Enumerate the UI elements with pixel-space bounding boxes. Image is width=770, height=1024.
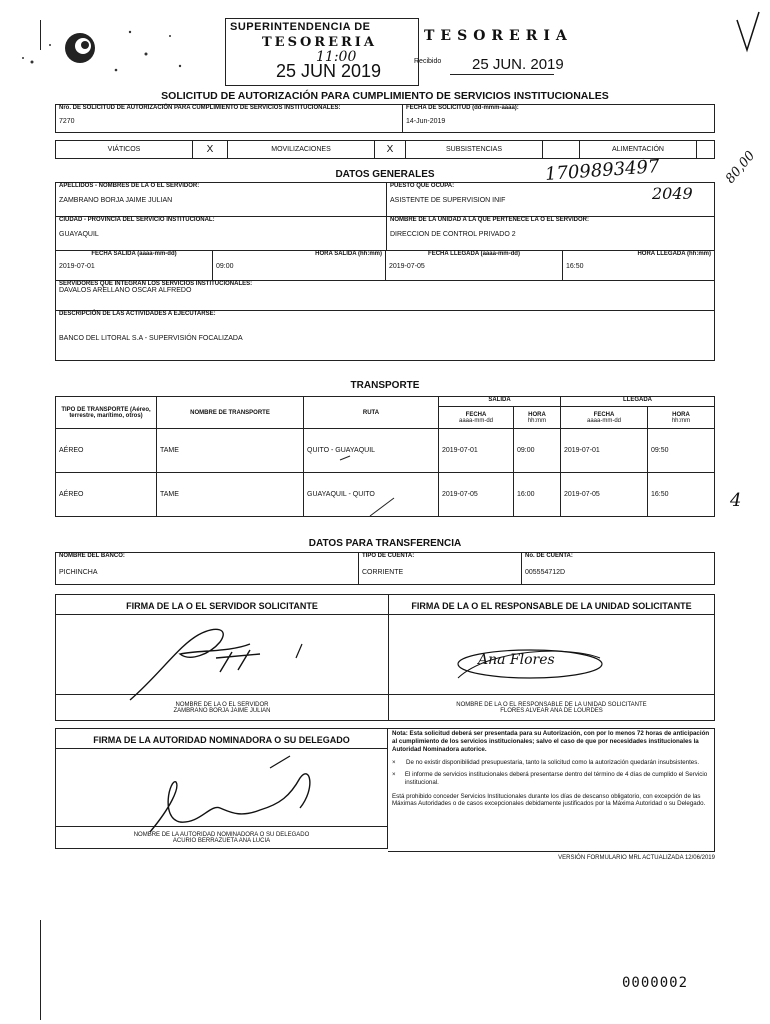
stamp-date: 25 JUN 2019 [276, 61, 382, 81]
subsistencias-check [543, 141, 580, 159]
transporte-heading: TRANSPORTE [350, 380, 420, 391]
request-info-table [55, 104, 715, 133]
row-s-fecha: 2019-07-05 [439, 473, 514, 517]
row-tipo: AÉREO [56, 429, 157, 473]
row-l-hora: 16:50 [648, 473, 715, 517]
version-text: VERSIÓN FORMULARIO MRL ACTUALIZADA 12/06/2019 [558, 855, 715, 861]
tipo-cuenta-value: CORRIENTE [362, 569, 404, 576]
hora-llegada-value: 16:50 [566, 263, 584, 270]
apellidos-label: APELLIDOS - NOMBRES DE LA O EL SERVIDOR: [59, 183, 200, 189]
viaticos-check: X [193, 141, 228, 159]
firma-servidor-title: FIRMA DE LA O EL SERVIDOR SOLICITANTE [56, 595, 389, 615]
nombre-responsable-label: NOMBRE DE LA O EL RESPONSABLE DE LA UNIDAD SOLICITANTE [456, 701, 647, 708]
stamp-tesoreria-label-2: TESORERIA [424, 28, 573, 44]
nro-value: 7270 [59, 118, 75, 125]
firma-autoridad-title: FIRMA DE LA AUTORIDAD NOMINADORA O SU DELEGADO [56, 729, 388, 749]
row-l-fecha: 2019-07-01 [561, 429, 648, 473]
fecha-solicitud-value: 14-Jun-2019 [406, 118, 446, 125]
row-tipo: AÉREO [56, 473, 157, 517]
descripcion-value: BANCO DEL LITORAL S.A - SUPERVISIÓN FOCALIZADA [59, 335, 243, 342]
dates-table [55, 250, 715, 361]
scan-speckles [20, 20, 200, 80]
llegada-hora-col: HORA [672, 411, 690, 418]
row-s-hora: 09:00 [514, 429, 561, 473]
hora-salida-value: 09:00 [216, 263, 234, 270]
nombre-servidor-value: ZAMBRANO BORJA JAIME JULIAN [173, 707, 271, 714]
alimentacion-check [697, 141, 715, 159]
firma-responsable-title: FIRMA DE LA O EL RESPONSABLE DE LA UNIDAD SOLICITANTE [389, 595, 715, 615]
datos-generales-heading: DATOS GENERALES [335, 169, 435, 180]
tesoreria-stamp-2 [410, 22, 610, 82]
servidores-value: DAVALOS ARELLANO OSCAR ALFREDO [59, 287, 192, 294]
fecha-salida-value: 2019-07-01 [59, 263, 95, 270]
nombre-servidor-label: NOMBRE DE LA O EL SERVIDOR [175, 701, 269, 708]
general-data-table [55, 182, 715, 251]
ciudad-value: GUAYAQUIL [59, 231, 99, 238]
prohibido-text: Está prohibido conceder Servicios Institucionales durante los días de descanso obligatorio, con excepción de las Máximas Autoridades o de casos excepcionales debidamente justificados por la Máxima Autoridad o su Delegado. [392, 792, 706, 808]
row-s-fecha: 2019-07-01 [439, 429, 514, 473]
salida-label: SALIDA [439, 397, 561, 407]
left-scan-line-top [40, 20, 41, 50]
salida-fecha-fmt: aaaa-mm-dd [458, 417, 493, 424]
salida-hora-col: HORA [528, 411, 546, 418]
tipo-transporte-label: TIPO DE TRANSPORTE (Aéreo, terrestre, marítimo, otros) [61, 406, 151, 419]
datos-transferencia-heading: DATOS PARA TRANSFERENCIA [308, 538, 462, 549]
nota-text: Nota: Esta solicitud deberá ser presentada para su Autorización, con por lo menos 72 horas de anticipación al cumplimiento de los servicios institucionales; salvo el caso de que por necesidades institucionales la Autoridad Nominadora autorice. [392, 730, 710, 753]
left-scan-line [40, 920, 41, 1020]
subsistencias-label: SUBSISTENCIAS [406, 141, 543, 159]
alimentacion-label: ALIMENTACIÓN [580, 141, 697, 159]
movilizaciones-label: MOVILIZACIONES [228, 141, 375, 159]
stamp-recibido: Recibido [414, 58, 442, 65]
row-l-fecha: 2019-07-05 [561, 473, 648, 517]
handwritten-margin-4: 4 [730, 490, 742, 511]
llegada-fecha-col: FECHA [593, 411, 615, 418]
page-number: 0000002 [622, 975, 689, 991]
fecha-llegada-label: FECHA LLEGADA (aaaa-mm-dd) [428, 251, 520, 257]
nombre-responsable-value: FLORES ALVEAR ANA DE LOURDES [500, 707, 603, 714]
row-nombre: TAME [157, 473, 304, 517]
route-tick-marks [320, 450, 460, 530]
handwritten-margin-80: 80,00 [722, 148, 759, 187]
signature-responsable-text: Ana Flores [478, 652, 555, 668]
fecha-solicitud-label: FECHA DE SOLICITUD (dd-mmm-aaaa): [406, 105, 519, 111]
unidad-label: NOMBRE DE LA UNIDAD A LA QUE PERTENECE LA O EL SERVIDOR: [390, 217, 590, 223]
no-cuenta-label: No. DE CUENTA: [525, 553, 573, 559]
viaticos-label: VIÁTICOS [56, 141, 193, 159]
row-s-hora: 16:00 [514, 473, 561, 517]
signature-responsable [440, 638, 620, 688]
hora-llegada-label: HORA LLEGADA (hh:mm) [637, 251, 711, 257]
row-ruta: QUITO - GUAYAQUIL [304, 429, 439, 473]
unidad-value: DIRECCION DE CONTROL PRIVADO 2 [390, 231, 516, 238]
row-nombre: TAME [157, 429, 304, 473]
notes-box-border [388, 728, 715, 852]
row-l-hora: 09:50 [648, 429, 715, 473]
tesoreria-stamp-1 [225, 18, 419, 86]
nombre-autoridad-value: ACURIO BERRAZUETA ANA LUCIA [172, 837, 271, 844]
ciudad-label: CIUDAD - PROVINCIA DEL SERVICIO INSTITUCIONAL: [59, 217, 215, 223]
stamp-super-title: SUPERINTENDENCIA DE [230, 21, 371, 33]
stamp-date-2: 25 JUN. 2019 [472, 56, 564, 73]
fecha-salida-label: FECHA SALIDA (aaaa-mm-dd) [91, 251, 177, 257]
bullet-2-text: El informe de servicios institucionales deberá presentarse dentro del término de 4 días de cumplido el Servicio institucional. [404, 771, 708, 786]
nombre-transporte-label: NOMBRE DE TRANSPORTE [190, 409, 270, 416]
llegada-hora-fmt: hh:mm [671, 417, 691, 424]
fecha-llegada-value: 2019-07-05 [389, 263, 425, 270]
transfer-table [55, 552, 715, 585]
handwritten-id-number: 1709893497 [544, 156, 661, 185]
puesto-value: ASISTENTE DE SUPERVISION INIF [390, 197, 506, 204]
row-ruta: GUAYAQUIL - QUITO [304, 473, 439, 517]
tipo-cuenta-label: TIPO DE CUENTA: [362, 553, 415, 559]
ruta-label: RUTA [362, 409, 380, 416]
puesto-label: PUESTO QUE OCUPA: [390, 183, 455, 189]
nro-label: Nro. DE SOLICITUD DE AUTORIZACIÓN PARA CUMPLIMIENTO DE SERVICIOS INSTITUCIONALES: [59, 105, 341, 111]
form-title: SOLICITUD DE AUTORIZACIÓN PARA CUMPLIMIENTO DE SERVICIOS INSTITUCIONALES [161, 90, 609, 102]
descripcion-label: DESCRIPCIÓN DE LAS ACTIVIDADES A EJECUTARSE: [59, 311, 216, 317]
banco-label: NOMBRE DEL BANCO: [59, 553, 125, 559]
llegada-fecha-fmt: aaaa-mm-dd [586, 417, 621, 424]
banco-value: PICHINCHA [59, 569, 98, 576]
checkmark [735, 10, 761, 59]
bullet-item-1: × De no existir disponibilidad presupuestaria, tanto la solicitud como la autorización quedarán insubsistentes. [392, 759, 700, 767]
salida-fecha-col: FECHA [465, 411, 487, 418]
movilizaciones-check: X [375, 141, 406, 159]
nombre-autoridad-label: NOMBRE DE LA AUTORIDAD NOMINADORA O SU DELEGADO [133, 831, 310, 838]
stamp-time-handwritten: 11:00 [316, 49, 357, 65]
apellidos-value: ZAMBRANO BORJA JAIME JULIAN [59, 197, 173, 204]
bullet-1-text: De no existir disponibilidad presupuestaria, tanto la solicitud como la autorización quedarán insubsistentes. [406, 759, 700, 767]
handwritten-code: 2049 [652, 184, 693, 203]
servidores-label: SERVIDORES QUE INTEGRAN LOS SERVICIOS INSTITUCIONALES: [59, 281, 253, 287]
no-cuenta-value: 005554712D [525, 569, 566, 576]
salida-hora-fmt: hh:mm [527, 417, 547, 424]
signature-servidor [120, 614, 320, 704]
stamp-tesoreria-label: TESORERIA [262, 35, 377, 50]
llegada-label: LLEGADA [561, 397, 715, 407]
bullet-item-2: × El informe de servicios institucionales deberá presentarse dentro del término de 4 días de cumplido el Servicio institucional. [392, 771, 715, 787]
hora-salida-label: HORA SALIDA (hh:mm) [315, 251, 382, 257]
signature-autoridad [140, 748, 330, 838]
expense-type-table [55, 140, 715, 159]
